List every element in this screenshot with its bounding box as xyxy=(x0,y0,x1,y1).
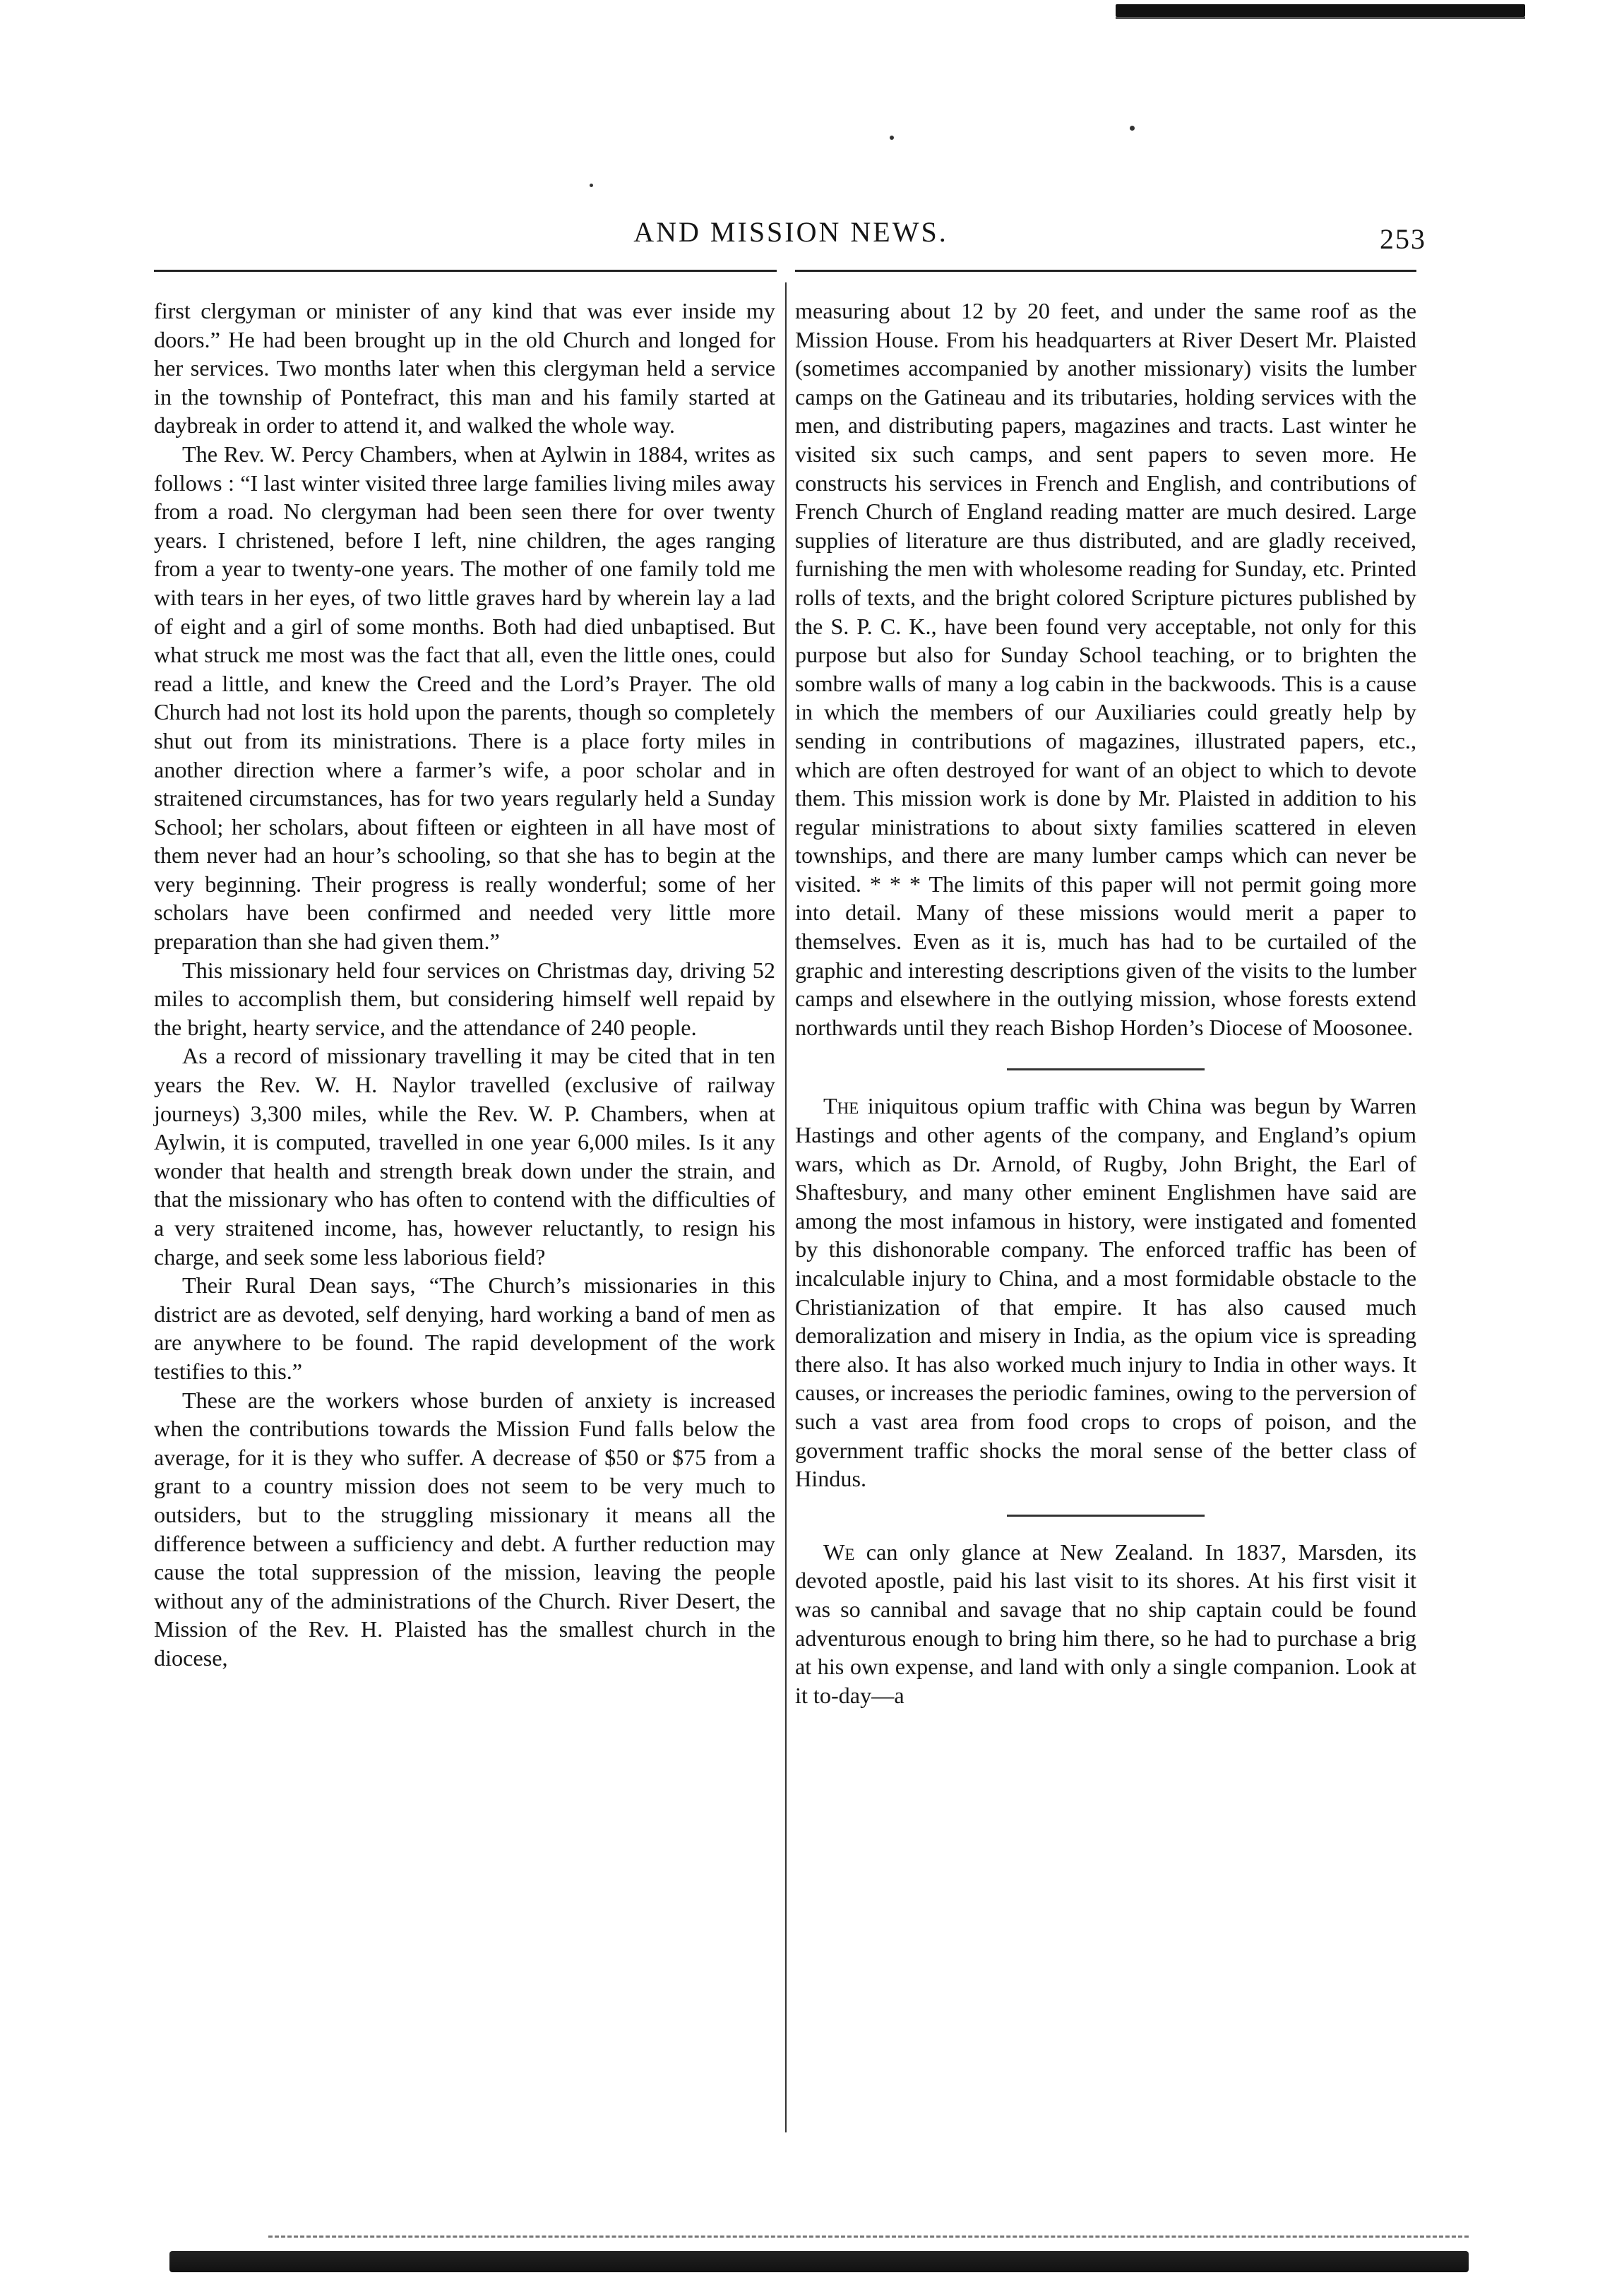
paragraph: measuring about 12 by 20 feet, and under the same roof as the Mission House. From his headquarters at River Desert Mr. Plaisted (sometimes accompanied by another missionary) visits the lumber camps on the Gatineau and its tributaries, holding services with the men, and distributing papers, magazines and tracts. Last winter he visited six such camps, and sent papers to seven more. He constructs his services in French and English, and contributions of French Church of England reading matter are much desired. Large supplies of literature are thus distributed, and are gladly received, furnishing the men with wholesome reading for Sunday, etc. Printed rolls of texts, and the bright colored Scripture pictures published by the S. P. C. K., have been found very acceptable, not only for this purpose but also for Sunday School teaching, or to brighten the sombre walls of many a log cabin in the backwoods. This is a cause in which the members of our Auxiliaries could greatly help by sending in contributions of magazines, illustrated papers, etc., which are often destroyed for want of an object to which to devote them. This mission work is done by Mr. Plaisted in addition to his regular ministrations to about sixty families scattered in eleven townships, and there are many lumber camps which can never be visited. * * * The limits of this paper will not permit going more into detail. Many of these missions would merit a paper to themselves. Even as it is, much has had to be curtailed of the graphic and interesting descriptions given of the visits to the lumber camps and elsewhere in the outlying mission, whose forests extend northwards until they reach Bishop Horden’s Diocese of Moosonee. xyxy=(795,298,1416,1040)
page-header xyxy=(155,215,1426,258)
print-speck xyxy=(890,136,894,140)
paragraph-new-zealand xyxy=(795,1538,1416,1710)
paragraph: These are the workers whose burden of anxiety is increased when the contributions towards the Mission Fund falls below the average, for it is they who suffer. A decrease of $50 or $75 from a grant to a country mission does not seem to be very much to outsiders, but to the struggling missionary it means all the difference between a sufficiency and debt. A further reduction may cause the total suppression of the mission, leaving the people without any of the administrations of the Church. River Desert, the Mission of the Rev. H. Plaisted has the smallest church in the diocese, xyxy=(154,1387,775,1671)
paragraph-body: can only glance at New Zealand. In 1837, Marsden, its devoted apostle, paid his last visit to its shores. At his first visit it was so cannibal and savage that no ship captain could be found adventurous enough to bring him there, so he had to purchase a brig at his own expense, and land with only a single companion. Look at it to-day—a xyxy=(795,1539,1416,1708)
lead-word: We xyxy=(823,1539,855,1565)
section-divider xyxy=(1007,1515,1205,1517)
paragraph: Their Rural Dean says, “The Church’s missionaries in this district are as devoted, self denying, hard working a band of men as are anywhere to be found. The rapid development of the work testifies to this.” xyxy=(154,1272,775,1384)
paragraph: first clergyman or minister of any kind that was ever inside my doors.” He had been brought up in the old Church and longed for her services. Two months later when this clergyman held a service in the township of Pontefract, this man and his family started at daybreak in order to attend it, and walked the whole way. xyxy=(154,298,775,438)
paragraph: This missionary held four services on Christmas day, driving 52 miles to accomplish them, but considering himself well repaid by the bright, hearty service, and the attendance of 240 people. xyxy=(154,957,775,1040)
top-edge-rule xyxy=(1116,17,1525,19)
top-edge-bar xyxy=(1116,4,1525,17)
header-rule-right xyxy=(795,270,1416,272)
bottom-dashed-rule xyxy=(268,2236,1469,2238)
print-speck xyxy=(590,184,593,187)
paragraph-body: iniquitous opium traffic with China was begun by Warren Hastings and other agents of the company, and England’s opium wars, which as Dr. Arnold, of Rugby, John Bright, the Earl of Shaftesbury, and many other eminent Englishmen have said are among the most infamous in history, were instigated and fomented by this dishonorable company. The enforced traffic has been of incalculable injury to China, and a most formidable obstacle to the Christianization of that empire. It has also caused much demoralization and misery in India, as the opium vice is spreading there also. It has also worked much injury to India in other ways. It causes, or increases the periodic famines, owing to the perversion of such a vast area from food crops to crops of poison, and the government traffic shocks the moral sense of the better class of Hindus. xyxy=(795,1093,1416,1492)
section-divider xyxy=(1007,1068,1205,1070)
paragraph-opium xyxy=(795,1092,1416,1493)
print-speck xyxy=(1130,126,1135,131)
lead-word: The xyxy=(823,1093,859,1119)
column-divider xyxy=(785,282,787,2132)
paragraph: The Rev. W. Percy Chambers, when at Aylwin in 1884, writes as follows : “I last winter visited three large families living miles away from a road. No clergyman had been seen there for over twenty years. I christened, before I left, nine children, the ages ranging from a year to twenty-one years. The mother of one family told me with tears in her eyes, of two little graves hard by wherein lay a lad of eight and a girl of some months. Both had died unbaptised. But what struck me most was the fact that all, even the little ones, could read a little, and knew the Creed and the Lord’s Prayer. The old Church had not lost its hold upon the parents, though so completely shut out from its ministrations. There is a place forty miles in another direction where a farmer’s wife, a poor scholar and in straitened circumstances, has for two years regularly held a Sunday School; her scholars, about fifteen or eighteen in all have most of them never had an hour’s schooling, so that she has to begin at the very beginning. Their progress is really wonderful; some of her scholars have been confirmed and needed very little more preparation than she had given them.” xyxy=(154,441,775,955)
right-column xyxy=(795,297,1416,1709)
page-number: 253 xyxy=(1380,223,1426,255)
left-column xyxy=(154,297,775,1673)
bottom-edge-bar xyxy=(169,2251,1469,2272)
running-head: AND MISSION NEWS. xyxy=(633,216,948,248)
paragraph: As a record of missionary travelling it may be cited that in ten years the Rev. W. H. Naylor travelled (exclusive of railway journeys) 3,300 miles, while the Rev. W. P. Chambers, when at Aylwin, it is computed, travelled in one year 6,000 miles. Is it any wonder that health and strength break down under the strain, and that the missionary who has often to contend with the difficulties of a very straitened income, has, however reluctantly, to resign his charge, and seek some less laborious field? xyxy=(154,1043,775,1270)
header-rule-left xyxy=(154,270,777,272)
